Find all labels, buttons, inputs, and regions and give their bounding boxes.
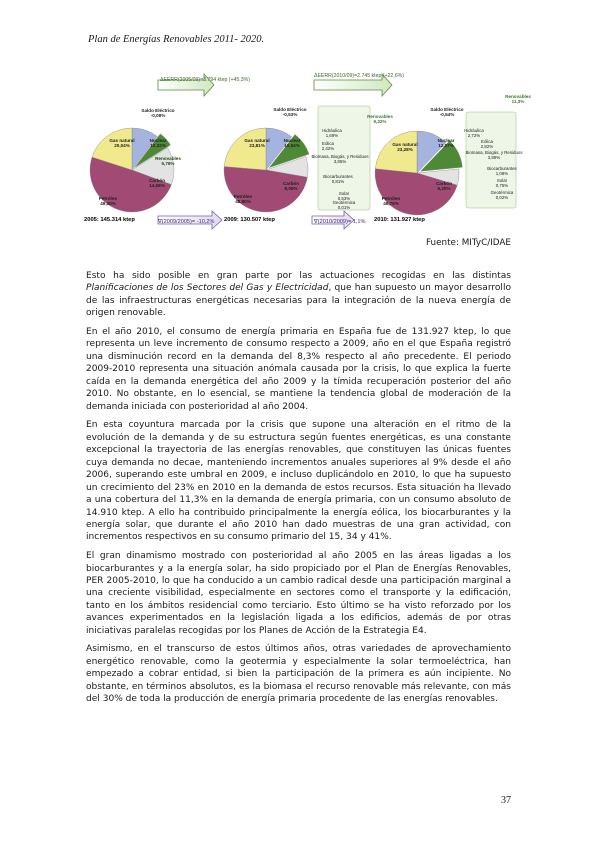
energy-pie-charts-figure: [82, 70, 531, 232]
breakdown-label-3: Biocarburantes 1,08%: [487, 166, 517, 176]
pie-charts-svg: [82, 70, 531, 232]
breakdown-label-0: Hidráulica 1,69%: [322, 128, 342, 138]
paragraph-1-part-a: Esto ha sido posible en gran parte por las actuaciones recogidas en las distintas: [86, 271, 511, 281]
pie-2010-caption: 2010: 131.927 ktep: [374, 217, 425, 223]
slice-label-renovables: Renovables 11,3%: [505, 94, 531, 105]
breakdown-label-4: Solar 0,75%: [495, 178, 509, 188]
slice-label-carb-n: Carbón 14,58%: [148, 178, 166, 189]
pie-slice-gas-natural: [224, 128, 266, 170]
slice-label-renovables: Renovables 9,32%: [367, 114, 393, 125]
slice-label-carb-n: Carbón 8,05%: [282, 181, 300, 192]
paragraph-3: En esta coyuntura marcada por la crisis que supone una alteración en el ritmo de la evolución de la demanda y de su estructura según fuentes energéticas, es una constante excepcional la trayectoria de las energías renovables, que constituyen las únicas fuentes cuya demanda no decae, manteniendo incrementos anuales superiores al 9% desde el año 2006, superando este umbral en 2009, e incluso duplicándolo en 2010, lo que ha supuesto un crecimiento del 23% en 2010 en la demanda de estos recursos. Esta situación ha llevado a una cobertura del 11,3% en la demanda de energía primaria, con un consumo absoluto de 14.910 ktep. A ello ha contribuido principalmente la energía eólica, los biocarburantes y la energía solar, que durante el año 2010 han dado muestras de una gran actividad, con incrementos respectivos en su consumo primario del 15, 34 y 41%.: [86, 420, 511, 543]
demand-arrow-1-label: ∇(2009/2005)= -10,2%: [158, 219, 215, 225]
breakdown-label-3: Biocarburantes 0,81%: [323, 174, 353, 184]
breakdown-label-1: Eólica 2,42%: [321, 141, 335, 151]
paragraph-1-emphasis: Planificaciones de los Sectores del Gas y Electricidad: [86, 283, 329, 294]
slice-label-saldo-el-ctrico: Saldo Eléctrico -0,08%: [141, 108, 175, 119]
paragraph-4: El gran dinamismo mostrado con posterioridad al año 2005 en las áreas ligadas a los biocarburantes y a la energía solar, ha sido propiciado por el Plan de Energías Renovables, PER 2005-2010, lo que ha conducido a un cambio radical desde una participación marginal a una creciente visibilidad, especialmente en sectores como el transporte y la edificación, tanto en los ámbitos residencial como terciario. Esto último se ha visto reforzado por los avances experimentados en la legislación ligada a los edificios, además de por otras iniciativas paralelas recogidas por los Planes de Acción de la Estrategia E4.: [86, 551, 511, 636]
slice-label-nuclear: Nuclear 10,32%: [149, 138, 167, 149]
slice-label-carb-n: Carbón 6,20%: [435, 181, 453, 192]
breakdown-label-2: Biomasa, Biogás, y Residuos 3,89%: [465, 150, 523, 160]
breakdown-label-1: Eólica 2,82%: [480, 139, 494, 149]
slice-label-renovables: Renovables 5,76%: [155, 156, 181, 167]
breakdown-label-5: Geotérmica 0,01%: [332, 200, 356, 210]
breakdown-label-2: Biomasa, Biogás, y Residuos 3,85%: [311, 154, 369, 164]
pie-2009-caption: 2009: 130.507 ktep: [224, 217, 275, 223]
slice-label-saldo-el-ctrico: Saldo Eléctrico -0,54%: [430, 107, 464, 118]
growth-arrow-1-label: ΔEERR(2005/09)=3.794 ktep (+45,3%): [160, 77, 250, 83]
figure-source: Fuente: MITyC/IDAE: [425, 238, 511, 248]
paragraph-1: [86, 270, 511, 320]
paragraph-5: Asimismo, en el transcurso de estos últimos años, otras variedades de aprovechamiento energético renovable, como la geotermia y especialmente la solar termoeléctrica, han empezado a cobrar entidad, si bien la participación de la primera es aún incipiente. No obstante, en términos absolutos, es la biomasa el recurso renovable más relevante, con más del 30% de toda la producción de energía primaria procedente de las energías renovables.: [86, 644, 511, 705]
slice-label-petr-leo: Petróleo 48,80%: [233, 194, 253, 205]
paragraph-2: En el año 2010, el consumo de energía primaria en España fue de 131.927 ktep, lo que representa un leve incremento de consumo respecto a 2009, año en el que España registró una disminución record en la demanda del 8,3% respecto al año precedente. El periodo 2009-2010 representa una situación anómala causada por la crisis, lo que explica la fuerte caída en la demanda energética del año 2009 y la tímida recuperación posterior del año 2010. No obstante, en lo esencial, se mantiene la tendencia global de moderación de la demanda iniciada con posterioridad al año 2004.: [86, 327, 511, 412]
pie-2005-caption: 2005: 145.314 ktep: [84, 217, 135, 223]
slice-label-petr-leo: Petróleo 49,30%: [98, 196, 118, 207]
slice-label-nuclear: Nuclear 12,07%: [437, 138, 455, 149]
breakdown-label-4: Solar 0,53%: [337, 191, 351, 201]
page-header: Plan de Energías Renovables 2011- 2020.: [88, 34, 265, 45]
slice-label-gas-natural: Gas natural 20,04%: [109, 138, 135, 149]
breakdown-label-5: Geotérmica 0,02%: [490, 190, 514, 200]
demand-arrow-2-label: ∇(2010/2009)= 1,1%: [314, 219, 366, 225]
pie-chart-2009: [224, 106, 393, 212]
slice-label-gas-natural: Gas natural 23,81%: [244, 138, 270, 149]
pie-chart-2005: [90, 108, 181, 212]
breakdown-label-0: Hidráulica 2,72%: [464, 128, 484, 138]
growth-arrow-2-label: ΔEERR(2010/09)=2.745 ktep (+22,6%): [314, 73, 404, 79]
pie-chart-2010: [375, 94, 531, 215]
slice-label-petr-leo: Petróleo 46,76%: [381, 196, 401, 207]
body-text: [86, 270, 511, 712]
paragraph-1-part-c: , que han supuesto un mayor desarrollo de las infraestructuras energéticas necesarias para la integración de la nueva energía de origen renovable.: [86, 283, 511, 319]
page-number: 37: [501, 795, 511, 806]
slice-label-gas-natural: Gas natural 23,28%: [392, 142, 418, 153]
slice-label-nuclear: Nuclear 10,54%: [283, 138, 301, 149]
slice-label-saldo-el-ctrico: Saldo Eléctrico -0,53%: [273, 107, 307, 118]
